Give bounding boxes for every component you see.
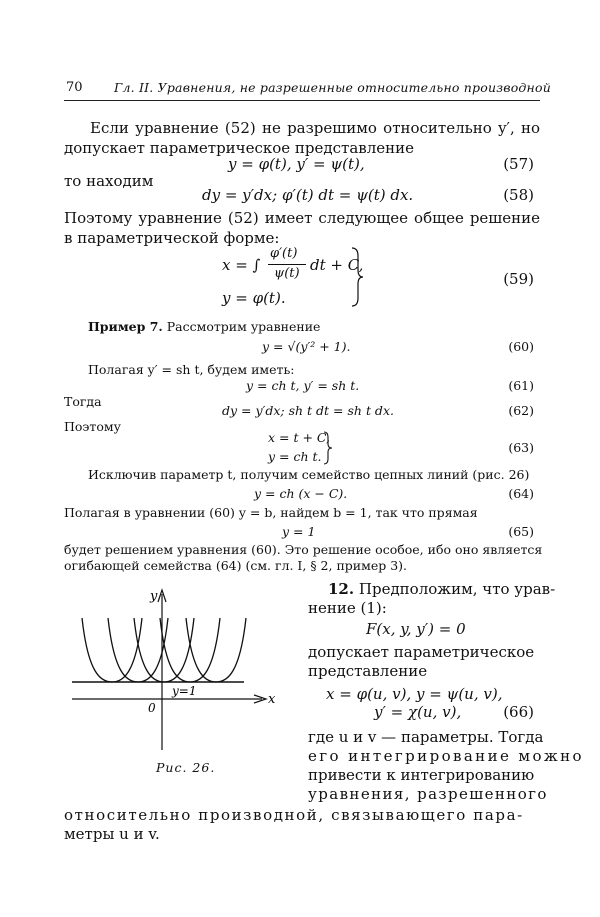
envelope-label: y=1 [172, 684, 197, 698]
eq59-denominator: ψ(t) [274, 266, 300, 281]
figure-caption: Рис. 26. [156, 760, 216, 775]
eq59-number: (59) [503, 270, 534, 288]
origin-label: 0 [148, 701, 156, 715]
eq66-line2: y′ = χ(u, v), [374, 703, 462, 721]
section12-line9: относительно производной, связывающего пара- [64, 806, 524, 824]
section12-line5: где u и v — параметры. Тогда [308, 728, 544, 746]
eq60-number: (60) [508, 339, 534, 354]
header-rule [64, 100, 540, 101]
figure-26 [62, 580, 294, 758]
catenary-2 [108, 618, 168, 682]
section12-line1-text: Предположим, что урав- [358, 580, 556, 598]
y-axis-label: y [150, 589, 158, 604]
eq59-x-lhs: x = ∫ [222, 256, 261, 274]
eq59-x-rhs: dt + C, [310, 256, 364, 274]
eq62-number: (62) [508, 403, 534, 418]
eq61-number: (61) [508, 378, 534, 393]
section12-line3: допускает параметрическое [308, 643, 535, 661]
eq64-formula: y = ch (x − C). [254, 486, 348, 501]
section12-line10: метры u и v. [64, 825, 160, 843]
special-solution-line2: огибающей семейства (64) (см. гл. I, § 2, пример 3). [64, 558, 408, 573]
eq58-formula: dy = y′dx; φ′(t) dt = ψ(t) dx. [202, 186, 414, 204]
eq65-formula: y = 1 [282, 524, 316, 539]
section12-line7: привести к интегрированию [308, 766, 535, 784]
eq66-line1: x = φ(u, v), y = ψ(u, v), [326, 685, 503, 703]
example7-text: Рассмотрим уравнение [166, 319, 321, 334]
x-axis-label: x [268, 692, 276, 707]
eq59-fraction-bar [268, 264, 306, 265]
eq63-brace [322, 431, 334, 465]
eq62-lead: Тогда [64, 394, 102, 409]
eq65-lead: Полагая в уравнении (60) y = b, найдем b = 1, так что прямая [64, 505, 478, 520]
eq62-formula: dy = y′dx; sh t dt = sh t dx. [222, 403, 394, 418]
example7-title: Пример 7. [88, 319, 163, 334]
eq57-formula: y = φ(t), y′ = ψ(t), [228, 155, 365, 173]
eq59-numerator: φ′(t) [270, 246, 298, 261]
eq64-lead: Исключив параметр t, получим семейство цепных линий (рис. 26) [88, 467, 530, 482]
eq64-number: (64) [508, 486, 534, 501]
eq63-line1: x = t + C, [268, 430, 331, 445]
eq59-y-line: y = φ(t). [222, 289, 286, 307]
section-number: 12. [328, 580, 355, 598]
eq65-number: (65) [508, 524, 534, 539]
catenary-1 [82, 618, 142, 682]
eq61-lead: Полагая y′ = sh t, будем иметь: [88, 362, 295, 377]
special-solution-line1: будет решением уравнения (60). Это решение особое, ибо оно является [64, 542, 543, 557]
eq63-line2: y = ch t. [268, 449, 322, 464]
paragraph-general-solution: Поэтому уравнение (52) имеет следующее общее решение в параметрической форме: [64, 209, 540, 247]
eq60-formula: y = √(y′² + 1). [262, 339, 351, 354]
catenary-4 [160, 618, 220, 682]
section12-line1 [328, 580, 555, 598]
example7-intro [88, 319, 320, 334]
catenary-3 [134, 618, 194, 682]
page-number: 70 [66, 80, 83, 95]
eq58-lead: то находим [64, 172, 154, 190]
eq61-formula: y = ch t, y′ = sh t. [246, 378, 360, 393]
section12-line6: его интегрирование можно [308, 747, 584, 765]
paragraph-intro: Если уравнение (52) не разрешимо относительно y′, но допускает параметрическое представление [64, 119, 540, 157]
eq63-lead: Поэтому [64, 419, 121, 434]
eq63-number: (63) [508, 440, 534, 455]
section12-line8: уравнения, разрешенного [308, 785, 548, 803]
catenary-5 [186, 618, 246, 682]
section12-line4: представление [308, 662, 428, 680]
eq66-number: (66) [503, 703, 534, 721]
eq57-number: (57) [503, 155, 534, 173]
section12-formula: F(x, y, y′) = 0 [366, 620, 466, 638]
eq59-brace [350, 246, 364, 308]
running-title: Гл. II. Уравнения, не разрешенные относительно производной [114, 80, 551, 95]
eq58-number: (58) [503, 186, 534, 204]
section12-line2: нение (1): [308, 599, 387, 617]
